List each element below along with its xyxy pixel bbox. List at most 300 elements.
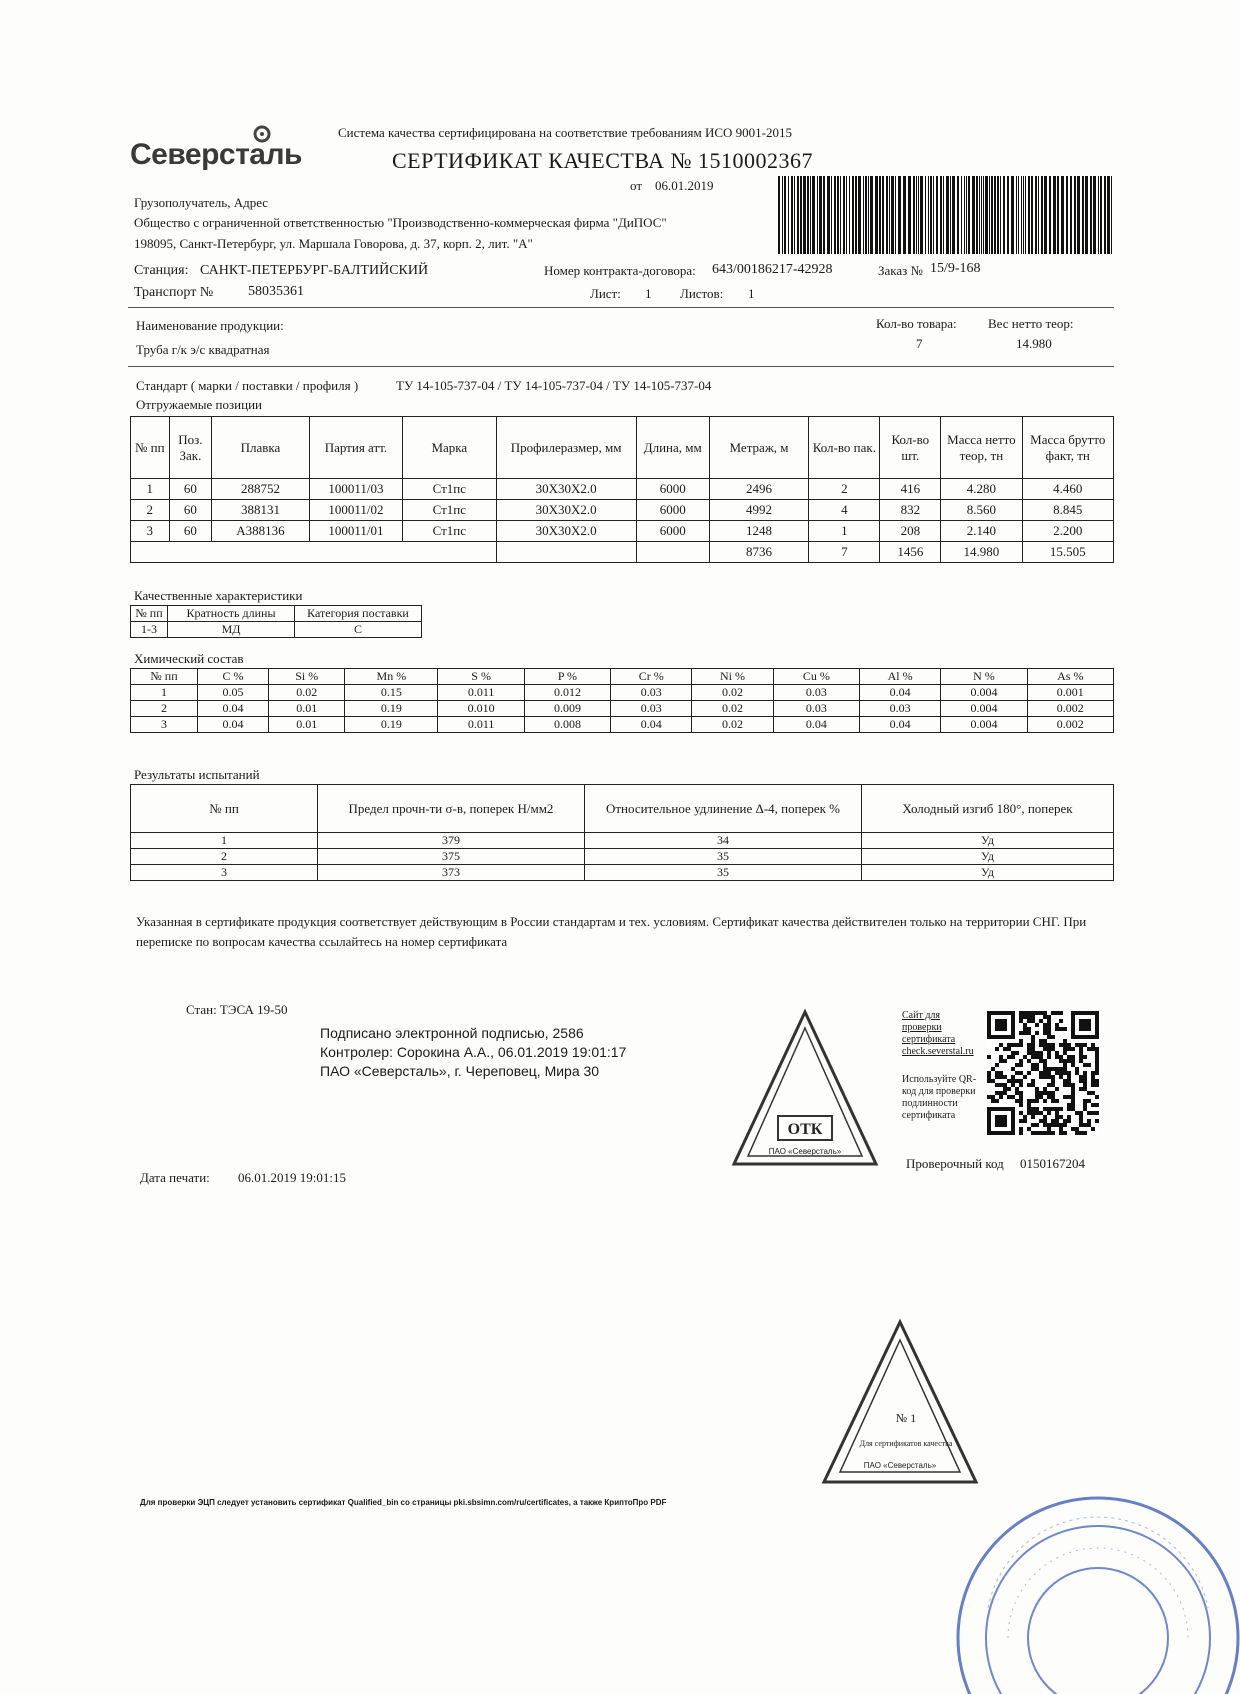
qr-module [1019,1131,1023,1135]
barcode-bar [1038,176,1039,254]
qr-module [1055,1067,1059,1071]
qr-module [1023,1055,1027,1059]
verify-code-label: Проверочный код [906,1156,1004,1171]
col-header: № пп [131,785,318,833]
qr-module [1027,1059,1031,1063]
signature-line-1: Подписано электронной подписью, 2586 [320,1025,584,1041]
otk-stamp-label: ОТК [787,1121,823,1138]
qr-module [1043,1059,1047,1063]
qr-module [1015,1071,1019,1075]
qr-module [1071,1095,1075,1099]
qr-module [1039,1055,1043,1059]
barcode-bar [797,176,799,254]
qr-module [1023,1115,1027,1119]
qr-module [1011,1055,1015,1059]
barcode-bar [889,176,890,254]
qr-module [1039,1091,1043,1095]
qr-module [1079,1055,1083,1059]
cell: 0.04 [860,717,941,733]
qr-module [1075,1071,1079,1075]
cell: 1456 [880,542,941,563]
qr-module [1051,1043,1055,1047]
qr-module [995,1091,999,1095]
qr-module [1003,1091,1007,1095]
cell: 0.004 [941,701,1027,717]
col-header: № пп [131,669,198,685]
table-row [131,849,1114,865]
barcode-bar [1018,176,1019,254]
qr-module [1091,1071,1095,1075]
qr-module [1047,1111,1051,1115]
qr-module [1067,1107,1071,1111]
qr-module [1051,1075,1055,1079]
qr-module [1079,1047,1083,1051]
cell: 1248 [709,521,809,542]
qr-module [1015,1079,1019,1083]
qr-module [1007,1095,1011,1099]
transport-label: Транспорт № [134,285,214,300]
qr-module [999,1075,1003,1079]
cell: 2 [131,849,318,865]
quality-table [130,605,422,638]
qr-module [1079,1019,1091,1031]
qr-module [1011,1095,1015,1099]
qr-module [1027,1043,1031,1047]
qr-module [1019,1127,1023,1131]
barcode-bar [858,176,861,254]
qr-module [1019,1019,1023,1023]
signature-line-2: Контролер: Сорокина А.А., 06.01.2019 19:01:17 [320,1044,627,1060]
barcode-bar [810,176,811,254]
qr-module [1011,1079,1015,1083]
cell: 2 [809,479,880,500]
qr-module [1067,1079,1071,1083]
barcode-bar [1098,176,1099,254]
cell: 388131 [212,500,309,521]
col-header: Профилеразмер, мм [496,417,636,479]
qr-module [1047,1091,1051,1095]
qr-module [1055,1115,1059,1119]
qr-module [1035,1087,1039,1091]
qr-module [1055,1123,1059,1127]
barcode-bar [957,176,959,254]
col-header: Категория поставки [295,606,422,622]
qr-module [1047,1015,1051,1019]
qr-module [1031,1051,1035,1055]
qr-module [1043,1027,1047,1031]
qr-module [1019,1011,1023,1015]
cell: 0.011 [438,717,524,733]
qr-module [1031,1099,1035,1103]
cell: 60 [169,521,212,542]
qr-module [1051,1091,1055,1095]
col-header: № пп [131,606,168,622]
qr-module [1083,1087,1087,1091]
barcode-bar [863,176,864,254]
cell: 3 [131,717,198,733]
qr-module [1067,1083,1071,1087]
qr-module [1035,1011,1039,1015]
cell: 832 [880,500,941,521]
qr-module [1023,1011,1027,1015]
cell: 14.980 [941,542,1022,563]
cell: 2.140 [941,521,1022,542]
barcode-bar [930,176,932,254]
barcode-bar [961,176,962,254]
barcode-bar [950,176,951,254]
cell: 1 [131,685,198,701]
signature-line-3: ПАО «Северсталь», г. Череповец, Мира 30 [320,1063,600,1079]
qr-module [1023,1119,1027,1123]
qr-module [1067,1103,1071,1107]
qr-module [1015,1091,1019,1095]
col-header: N % [941,669,1027,685]
qr-module [1019,1015,1023,1019]
qr-module [1027,1031,1031,1035]
qr-module [1063,1095,1067,1099]
barcode-bar [925,176,926,254]
qr-module [1067,1075,1071,1079]
cell: 288752 [212,479,309,500]
barcode-bar [803,176,806,254]
qr-module [991,1099,995,1103]
barcode-bar [1104,176,1106,254]
cell: 30Х30Х2.0 [496,479,636,500]
qr-module [1023,1023,1027,1027]
barcode-bar [1100,176,1102,254]
cell: 0.03 [773,685,859,701]
cell: 4992 [709,500,809,521]
qr-module [1083,1043,1087,1047]
barcode-bar [908,176,911,254]
barcode-bar [849,176,850,254]
copy-stamp-icon [820,1318,980,1488]
order-label: Заказ № [878,263,923,278]
qr-module [1091,1091,1095,1095]
consignee-address: 198095, Санкт-Петербург, ул. Маршала Говорова, д. 37, корп. 2, лит. "А" [134,236,533,251]
qr-module [1003,1083,1007,1087]
order-value: 15/9-168 [930,261,981,276]
barcode-bar [791,176,793,254]
qr-module [1071,1099,1075,1103]
qr-module [1055,1071,1059,1075]
qr-module [1055,1087,1059,1091]
qr-module [1087,1119,1091,1123]
col-header: Кол-во пак. [809,417,880,479]
qr-module [1087,1063,1091,1067]
qr-module [1095,1111,1099,1115]
qr-module [1087,1099,1091,1103]
qr-module [1079,1131,1083,1135]
qr-module [1083,1103,1087,1107]
qr-module [1059,1055,1063,1059]
barcode-bar [827,176,830,254]
cell: 8736 [709,542,809,563]
qr-module [1095,1055,1099,1059]
cell: Ст1пс [403,479,496,500]
shipped-label: Отгружаемые позиции [136,397,262,412]
sheets-value: 1 [748,286,755,301]
barcode-bar [1053,176,1056,254]
qr-module [1019,1031,1023,1035]
barcode-bar [1070,176,1072,254]
qr-module [1035,1067,1039,1071]
qr-module [1047,1127,1051,1131]
qr-module [1019,1063,1023,1067]
qr-module [1031,1079,1035,1083]
divider [128,307,1114,308]
qr-module [1071,1107,1075,1111]
barcode-bar [1077,176,1080,254]
barcode-bar [812,176,815,254]
qr-module [1059,1107,1063,1111]
barcode-bar [886,176,888,254]
qr-module [1051,1123,1055,1127]
chem-table [130,668,1114,733]
cell: 2.200 [1022,521,1113,542]
qr-module [1071,1059,1075,1063]
qr-module [1055,1055,1059,1059]
otk-stamp-icon [730,1008,880,1168]
barcode-bar [928,176,929,254]
barcode-bar [807,176,809,254]
qr-module [1083,1055,1087,1059]
qr-module [1019,1083,1023,1087]
qr-module [1043,1039,1047,1043]
qr-module [1059,1011,1063,1015]
qr-module [1063,1043,1067,1047]
qr-module [1083,1071,1087,1075]
qr-module [1019,1095,1023,1099]
qr-module [1083,1131,1087,1135]
barcode-bar [1049,176,1051,254]
qr-module [1071,1047,1075,1051]
qr-module [991,1079,995,1083]
qr-module [1079,1051,1083,1055]
col-header: Холодный изгиб 180°, поперек [862,785,1114,833]
qr-module [1051,1131,1055,1135]
barcode-bar [1021,176,1022,254]
divider [128,366,1114,367]
qr-module [1043,1123,1047,1127]
barcode-bar [831,176,832,254]
qr-module [1083,1083,1087,1087]
cell: 208 [880,521,941,542]
col-header: Предел прочн-ти σ-в, поперек Н/мм2 [318,785,585,833]
cell: 0.011 [438,685,524,701]
qr-module [1027,1047,1031,1051]
cell: 0.03 [611,701,692,717]
col-header: Относительное удлинение Δ-4, поперек % [585,785,862,833]
qr-code [987,1011,1099,1135]
barcode-bar [952,176,955,254]
barcode-bar [1023,176,1024,254]
barcode-bar [994,176,996,254]
qr-module [1055,1111,1059,1115]
barcode-bar [1044,176,1047,254]
qr-module [1059,1043,1063,1047]
barcode-bar [983,176,984,254]
col-header: Масса брутто факт, тн [1022,417,1113,479]
qr-module [1031,1067,1035,1071]
qr-module [1031,1115,1035,1119]
qr-module [987,1055,991,1059]
contract-value: 643/00186217-42928 [712,262,833,277]
barcode-bar [979,176,980,254]
qr-module [999,1071,1003,1075]
qr-module [1019,1103,1023,1107]
qr-module [1031,1123,1035,1127]
barcode-bar [784,176,786,254]
qr-module [1051,1047,1055,1051]
qr-module [1043,1107,1047,1111]
qr-module [1043,1091,1047,1095]
qr-module [1015,1063,1019,1067]
barcode-bar [1085,176,1088,254]
qr-module [1011,1075,1015,1079]
qr-module [999,1095,1003,1099]
qr-module [1031,1111,1035,1115]
qty-value: 7 [916,336,923,351]
qr-module [1011,1051,1015,1055]
qr-module [995,1019,1007,1031]
qr-module [1047,1023,1051,1027]
qr-module [1083,1107,1087,1111]
qr-module [1047,1027,1051,1031]
cell: 34 [585,833,862,849]
qr-module [1091,1047,1095,1051]
qr-module [1047,1051,1051,1055]
col-header: Партия атт. [309,417,402,479]
qr-module [1071,1127,1075,1131]
qr-module [1047,1043,1051,1047]
qr-module [1027,1015,1031,1019]
sheet-label: Лист: [590,286,621,301]
qr-module [1047,1055,1051,1059]
qr-module [1019,1091,1023,1095]
cell [496,542,636,563]
cell: 379 [318,833,585,849]
cell: 375 [318,849,585,865]
qr-module [1059,1071,1063,1075]
qr-module [995,1099,999,1103]
qr-module [999,1083,1003,1087]
qr-module [987,1071,991,1075]
barcode-bar [852,176,854,254]
col-header: Поз. Зак. [169,417,212,479]
barcode-bar [943,176,944,254]
cell: 6000 [636,521,709,542]
barcode-bar [976,176,978,254]
qr-module [995,1083,999,1087]
qr-module [1035,1107,1039,1111]
qr-module [1059,1131,1063,1135]
qr-module [1083,1123,1087,1127]
table-row [131,865,1114,881]
qr-module [1091,1043,1095,1047]
qr-module [1007,1087,1011,1091]
qr-module [1083,1099,1087,1103]
col-header: Al % [860,669,941,685]
qr-module [1027,1127,1031,1131]
barcode-bar [1093,176,1096,254]
verify-site-text: Сайт для проверки сертификата check.severstal.ru [902,1010,974,1057]
qr-module [1091,1111,1095,1115]
qr-module [1031,1131,1035,1135]
sheets-label: Листов: [680,286,724,301]
qr-module [1031,1019,1035,1023]
cell: 1 [809,521,880,542]
qr-module [1067,1059,1071,1063]
cell: 0.002 [1027,701,1113,717]
cell: 3 [131,521,170,542]
qr-module [995,1075,999,1079]
cell: 2 [131,500,170,521]
col-header: Кол-во шт. [880,417,941,479]
cell: 60 [169,479,212,500]
qr-module [1087,1123,1091,1127]
qr-module [1095,1063,1099,1067]
qr-module [1071,1087,1075,1091]
print-date-label: Дата печати: [140,1170,210,1185]
col-header: Марка [403,417,496,479]
barcode-bar [817,176,818,254]
qr-module [1031,1107,1035,1111]
copy-stamp-text: Для сертификатов качества [859,1439,953,1448]
barcode-bar [933,176,934,254]
col-header: Масса нетто теор, тн [941,417,1022,479]
col-header: P % [524,669,610,685]
standard-label: Стандарт ( марки / поставки / профиля ) [136,378,359,393]
qr-module [1083,1075,1087,1079]
company-seal-icon [948,1488,1240,1694]
barcode-bar [875,176,878,254]
barcode-bar [819,176,822,254]
qr-module [1059,1019,1063,1023]
qr-module [1075,1067,1079,1071]
barcode-bar [991,176,993,254]
qr-module [1055,1119,1059,1123]
qr-module [1043,1067,1047,1071]
qr-module [1091,1079,1095,1083]
qr-module [1019,1079,1023,1083]
qr-module [1083,1063,1087,1067]
qr-module [1011,1067,1015,1071]
barcode-bar [855,176,857,254]
qr-module [1043,1031,1047,1035]
cell: 2 [131,701,198,717]
qr-module [1015,1043,1019,1047]
cell: 0.03 [611,685,692,701]
cell [131,542,497,563]
cell: Уд [862,849,1114,865]
qr-module [1031,1043,1035,1047]
qr-module [1095,1095,1099,1099]
col-header: Плавка [212,417,309,479]
qr-module [995,1063,999,1067]
barcode-bar [1028,176,1030,254]
qr-module [1075,1127,1079,1131]
cell: 1-3 [131,622,168,638]
barcode-bar [997,176,999,254]
qr-module [1067,1095,1071,1099]
qr-module [1079,1059,1083,1063]
qr-module [1059,1123,1063,1127]
qr-module [1007,1055,1011,1059]
qr-module [1039,1111,1043,1115]
qr-module [1063,1047,1067,1051]
barcode-bar [1016,176,1017,254]
